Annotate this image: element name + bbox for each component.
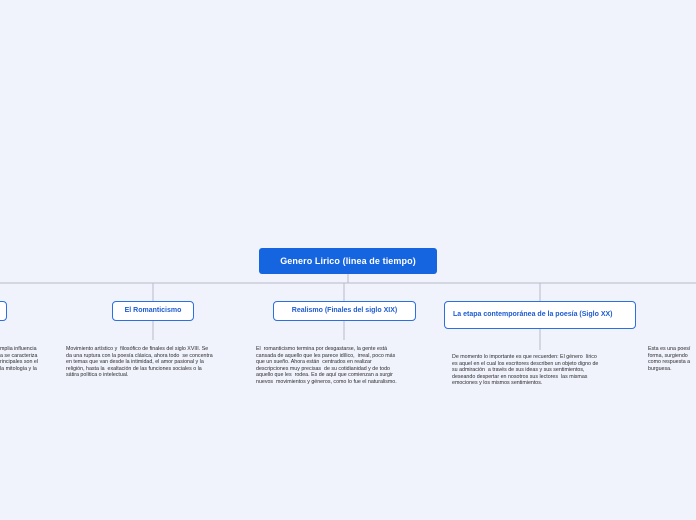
- root-topic[interactable]: Genero Lirico (linea de tiempo): [259, 248, 437, 274]
- branch-description-contemporanea: De momento lo importante es que recuerden: El género lírico es aquel en el cual los escritores describen un objeto digno de su admiración a través de sus ideas y sus sentimientos, deseando despertar en nosotros sus lectores las mismas emociones y los mismos sentimientos.: [452, 354, 599, 387]
- branch-topic-0[interactable]: [0, 301, 7, 321]
- branch-description-4: Esta es una poesí forma, surgiendo como respuesta a burguesa.: [648, 346, 691, 372]
- branch-description-0: mplia influencia a se caracteriza rincipales son el la mitología y la: [0, 346, 38, 372]
- branch-description-romanticismo: Movimiento artístico y filosófico de finales del siglo XVIII. Se da una ruptura con la poesía clásica, ahora todo se concentra en temas que van desde la intimidad, el amor pasional y la religión, hasta la exaltación de las funciones sociales o la sátira política o intelectual.: [66, 346, 213, 379]
- branch-description-realismo: El romanticismo termina por desgastarse, la gente está cansada de aquello que les parece idílico, irreal, poco más que un sueño. Ahora están centrados en realizar descripciones muy precisas de su cotidianidad y de todo aquello que les rodea. Es de aquí que comienzan a surgir nuevos movimientos y géneros, como lo fue el naturalismo.: [256, 346, 397, 385]
- branch-topic-romanticismo[interactable]: El Romanticismo: [112, 301, 194, 321]
- branch-topic-contemporanea[interactable]: La etapa contemporánea de la poesía (Siglo XX): [444, 301, 636, 329]
- branch-topic-realismo[interactable]: Realismo (Finales del siglo XIX): [273, 301, 416, 321]
